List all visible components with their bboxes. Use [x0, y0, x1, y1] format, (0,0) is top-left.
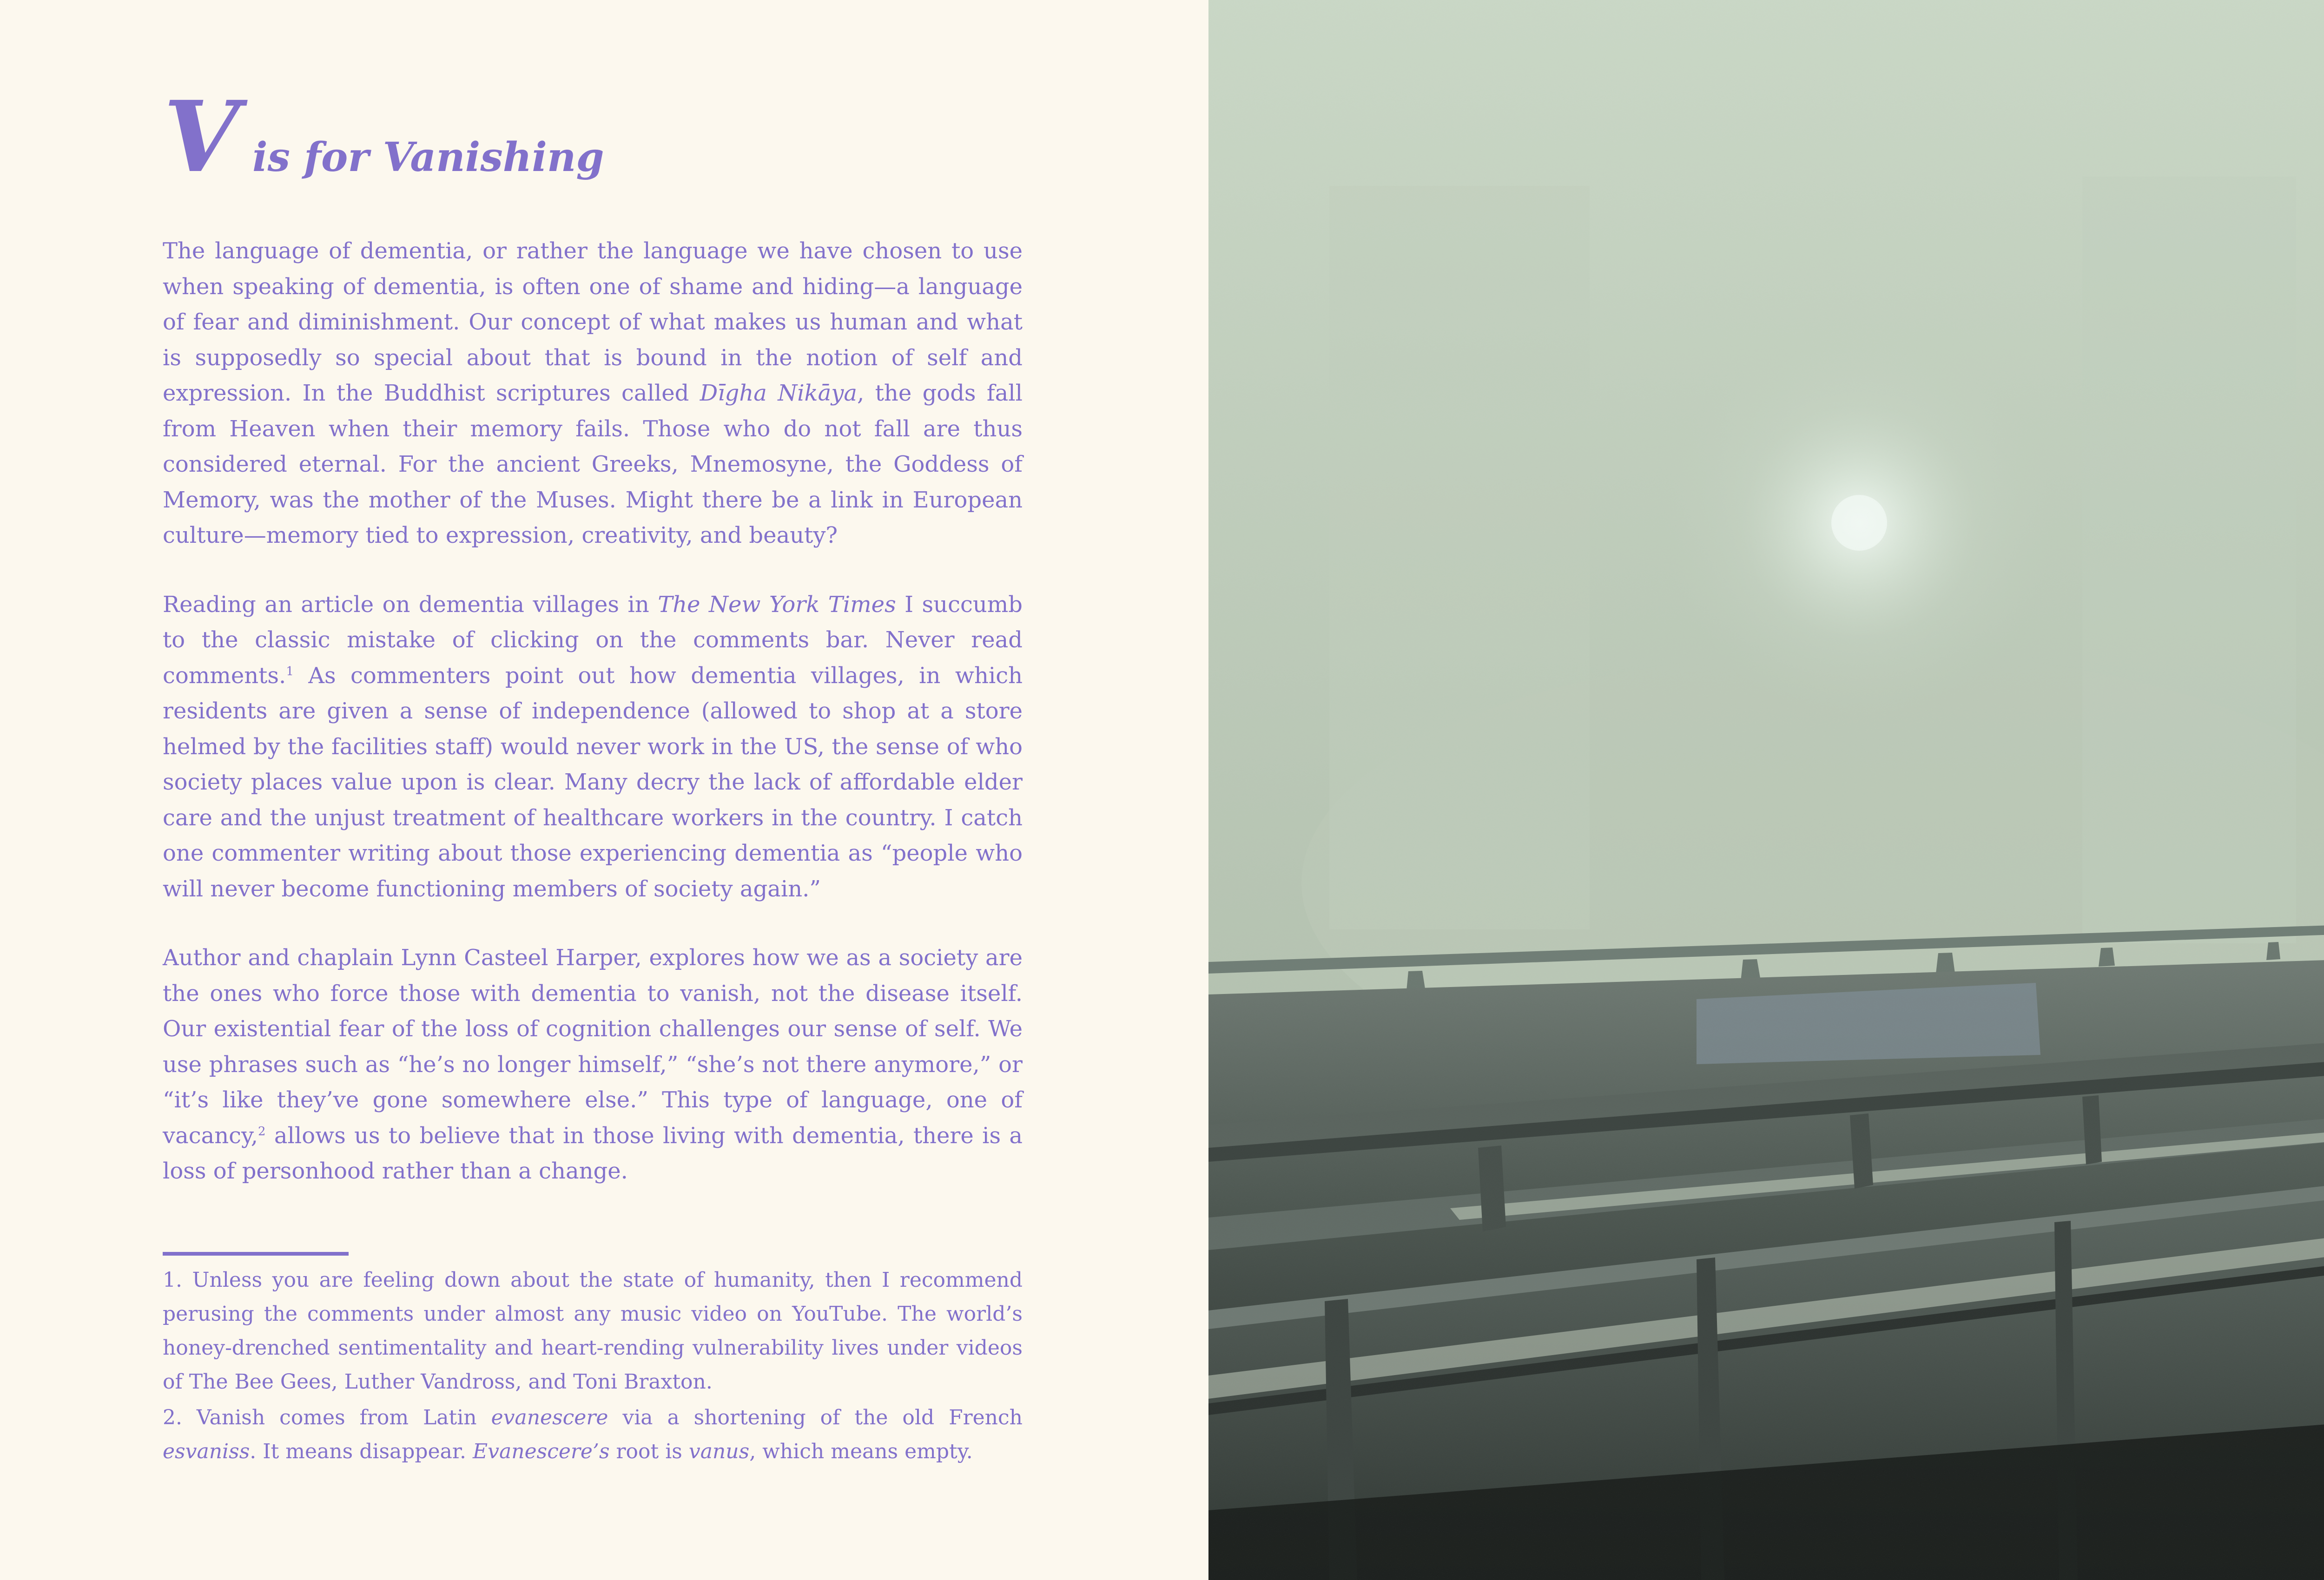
footnote-reference: 2 [258, 1124, 266, 1139]
text-segment: Dīgha Nikāya [700, 380, 857, 406]
footnote-2 [163, 1401, 1023, 1468]
text-segment: evanescere [491, 1406, 608, 1429]
text-segment: via a shortening of the old French [608, 1406, 1023, 1429]
footnotes [163, 1263, 1023, 1470]
text-segment: Author and chaplain Lynn Casteel Harper, explores how we as a society are the ones who force those with dementia to vanish, not the disease itself. Our existential fear of the loss of cognition challenges our sense of self. We use phrases such as “he’s no longer himself,” “she’s not there anymore,” or “it’s like they’ve gone somewhere else.” This type of language, one of vacancy, [163, 945, 1023, 1149]
text-segment: Evanescere’s [473, 1440, 610, 1463]
fog-bridge-photo [1208, 0, 2324, 1580]
footnote-1 [163, 1263, 1023, 1399]
footnote-reference: 1 [286, 664, 294, 678]
drop-cap: V [164, 79, 239, 194]
text-segment: root is [609, 1440, 689, 1463]
paragraph-2 [163, 587, 1023, 907]
text-segment: I succumb to the classic mistake of clicking on the comments bar. Never read comments. [163, 591, 1023, 689]
text-segment: . It means disappear. [250, 1440, 473, 1463]
text-segment: allows us to believe that in those living with dementia, there is a loss of personhood rather than a change. [163, 1122, 1023, 1184]
body-text [163, 233, 1023, 1189]
text-segment: As commenters point out how dementia villages, in which residents are given a sense of independence (allowed to shop at a store helmed by the facilities staff) would never work in the US, the sense of who society places value upon is clear. Many decry the lack of affordable elder care and the unjust treatment of healthcare workers in the country. I catch one commenter writing about those experiencing dementia as “people who will never become functioning members of society again.” [163, 662, 1023, 902]
footnote-divider [163, 1252, 349, 1256]
text-segment: 1. Unless you are feeling down about the state of humanity, then I recommend perusing the comments under almost any music video on YouTube. The world’s honey-drenched sentimentality and heart-rending vulnerability lives under videos of The Bee Gees, Luther Vandross, and Toni Braxton. [163, 1268, 1023, 1394]
photo-illustration [1208, 0, 2324, 1580]
text-segment: , the gods fall from Heaven when their memory fails. Those who do not fall are thus considered eternal. For the ancient Greeks, Mnemosyne, the Goddess of Memory, was the mother of the Muses. Might there be a link in European culture—memory tied to expression, creativity, and beauty? [163, 380, 1023, 548]
paragraph-1 [163, 233, 1023, 553]
text-segment: , which means empty. [749, 1440, 973, 1463]
text-segment: The language of dementia, or rather the language we have chosen to use when speaking of dementia, is often one of shame and hiding—a language of fear and diminishment. Our concept of what makes us human and what is supposedly so special about that is bound in the notion of self and expression. In the Buddhist scriptures called [163, 238, 1023, 406]
text-segment: vanus [688, 1440, 750, 1463]
heading-title: is for Vanishing [252, 134, 604, 181]
text-segment: The New York Times [658, 591, 896, 618]
text-segment: Reading an article on dementia villages in [163, 591, 658, 618]
text-segment: esvaniss [163, 1440, 250, 1463]
chapter-heading [164, 79, 604, 194]
text-segment: 2. Vanish comes from Latin [163, 1406, 491, 1429]
paragraph-3 [163, 940, 1023, 1189]
